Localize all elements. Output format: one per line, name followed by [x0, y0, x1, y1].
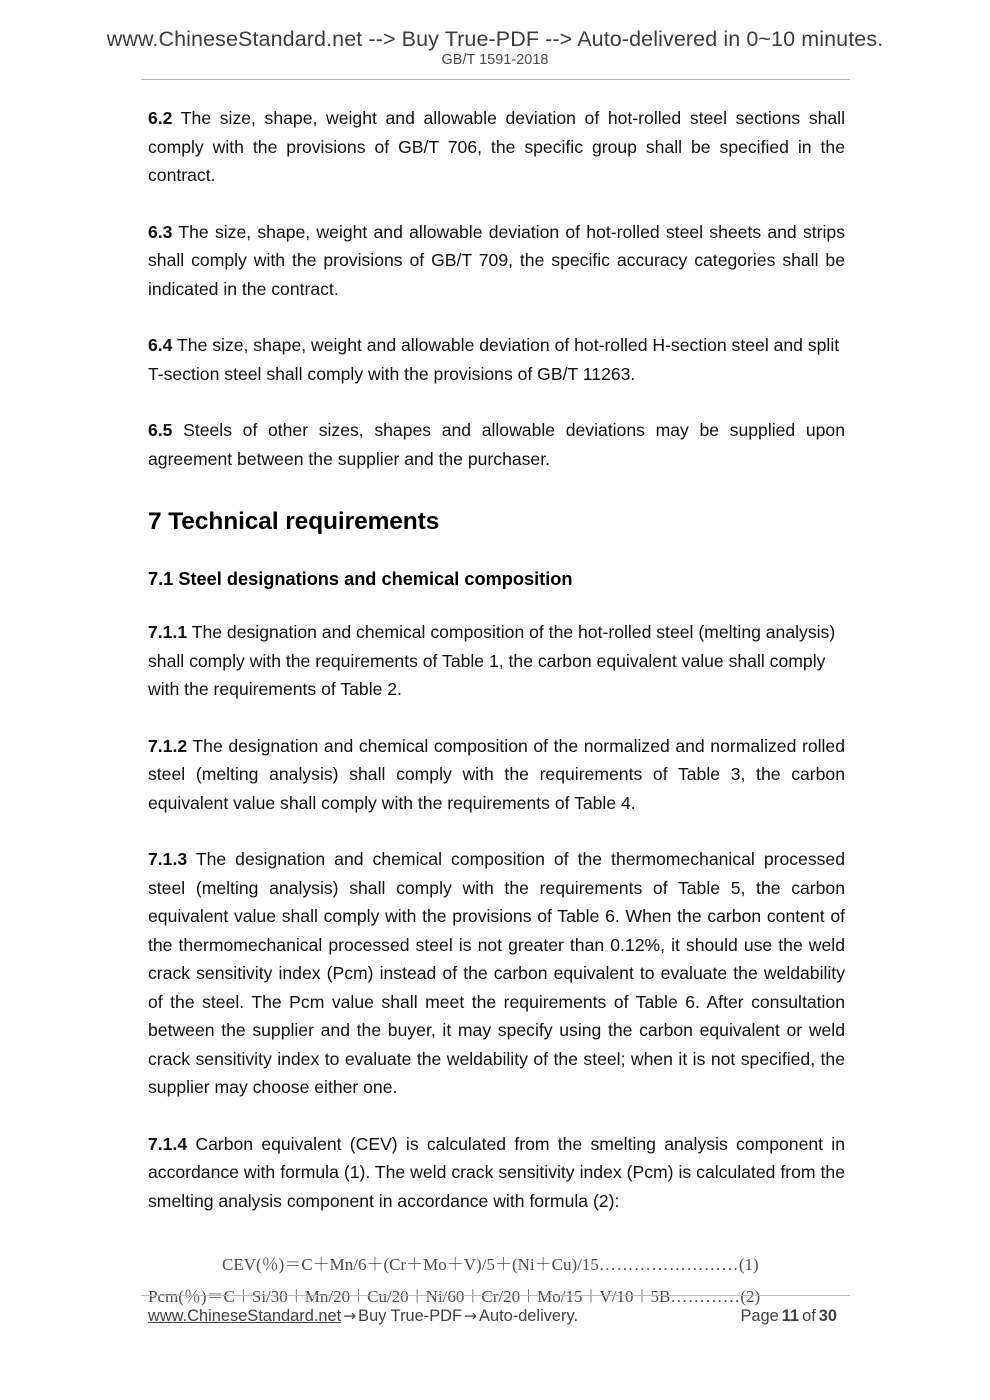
formula-block [148, 1249, 845, 1312]
page-label: Page [740, 1307, 779, 1325]
page-number: 11 [781, 1307, 800, 1325]
footer-site-link[interactable]: www.ChineseStandard.net [148, 1307, 342, 1325]
page-footer [148, 1307, 848, 1326]
clause-text: Steels of other sizes, shapes and allowable deviations may be supplied upon agreement between the supplier and the purchaser. [148, 420, 845, 469]
page-header [0, 28, 990, 69]
clause-number: 7.1.4 [148, 1133, 188, 1154]
promo-banner: www.ChineseStandard.net --> Buy True-PDF --> Auto-delivered in 0~10 minutes. [106, 27, 884, 51]
clause-text: The size, shape, weight and allowable deviation of hot-rolled H-section steel and split T-section steel shall comply with the provisions of GB/T 11263. [148, 335, 840, 384]
clause-text: The designation and chemical composition of the thermomechanical processed steel (melting analysis) shall comply with the requirements of Table 5, the carbon equivalent value shall comply with the provisions of Table 6. When the carbon content of the thermomechanical processed steel is not greater than 0.12%, it should use the weld crack sensitivity index (Pcm) instead of the carbon equivalent to evaluate the weldability of the steel. The Pcm value shall meet the requirements of Table 6. After consultation between the supplier and the buyer, it may specify using the carbon equivalent or weld crack sensitivity index to evaluate the weldability of the steel; when it is not specified, the supplier may choose either one. [148, 849, 845, 1098]
footer-delivery-text: Auto-delivery. [479, 1307, 579, 1325]
arrow-right-icon: → [464, 1307, 478, 1325]
clause-number: 6.3 [148, 221, 173, 242]
paragraph-7-1-2 [148, 732, 845, 818]
paragraph-6-2 [148, 104, 845, 190]
formula-leader: …………………… [598, 1255, 739, 1275]
clause-text: The designation and chemical composition of the normalized and normalized rolled steel (melting analysis) shall comply with the requirements of Table 3, the carbon equivalent value shall comply with the requirements of Table 4. [148, 735, 845, 813]
header-divider [141, 79, 850, 80]
formula-label: (2) [740, 1286, 761, 1306]
clause-text: The size, shape, weight and allowable deviation of hot-rolled steel sheets and strips shall comply with the provisions of GB/T 709, the specific accuracy categories shall be indicated in the contract. [148, 221, 845, 299]
clause-text: Carbon equivalent (CEV) is calculated from the smelting analysis component in accordance with formula (1). The weld crack sensitivity index (Pcm) is calculated from the smelting analysis component in accordance with formula (2): [148, 1133, 845, 1211]
page-total: 30 [818, 1307, 837, 1325]
clause-number: 6.4 [148, 335, 173, 355]
clause-number: 7.1.2 [148, 735, 188, 756]
paragraph-7-1-4 [148, 1130, 845, 1216]
paragraph-7-1-3 [148, 845, 845, 1102]
footer-promo [148, 1307, 578, 1326]
clause-number: 7.1.3 [148, 849, 188, 870]
clause-number: 6.5 [148, 420, 173, 440]
page-indicator [740, 1307, 848, 1326]
standard-code: GB/T 1591-2018 [441, 51, 549, 68]
formula-1 [148, 1249, 845, 1280]
paragraph-6-4 [148, 331, 845, 388]
clause-text: The size, shape, weight and allowable deviation of hot-rolled steel sections shall comply with the provisions of GB/T 706, the specific group shall be specified in the contract. [148, 108, 845, 185]
clause-number: 6.2 [148, 108, 173, 128]
clause-text: The designation and chemical composition of the hot-rolled steel (melting analysis) shall comply with the requirements of Table 1, the carbon equivalent value shall comply with the requirements of Table 2. [148, 622, 836, 700]
arrow-right-icon: → [343, 1307, 357, 1325]
paragraph-6-5 [148, 416, 845, 473]
formula-label: (1) [738, 1255, 759, 1275]
of-label: of [802, 1307, 816, 1325]
formula-expression: Pcm(％)＝C＋Si/30＋Mn/20＋Cu/20＋Ni/60＋Cr/20＋Mo/15＋V/10＋5B [148, 1286, 671, 1306]
formula-leader: ………… [670, 1286, 741, 1306]
footer-buy-text: Buy True-PDF [358, 1307, 463, 1325]
sub-heading-7-1: 7.1 Steel designations and chemical composition [148, 568, 573, 589]
footer-divider [141, 1295, 850, 1296]
formula-expression: CEV(％)＝C＋Mn/6＋(Cr＋Mo＋V)/5＋(Ni＋Cu)/15 [222, 1255, 599, 1275]
section-heading-7: 7 Technical requirements [148, 508, 440, 535]
paragraph-6-3 [148, 218, 845, 304]
document-body [148, 104, 845, 1312]
paragraph-7-1-1 [148, 618, 845, 704]
clause-number: 7.1.1 [148, 622, 188, 643]
